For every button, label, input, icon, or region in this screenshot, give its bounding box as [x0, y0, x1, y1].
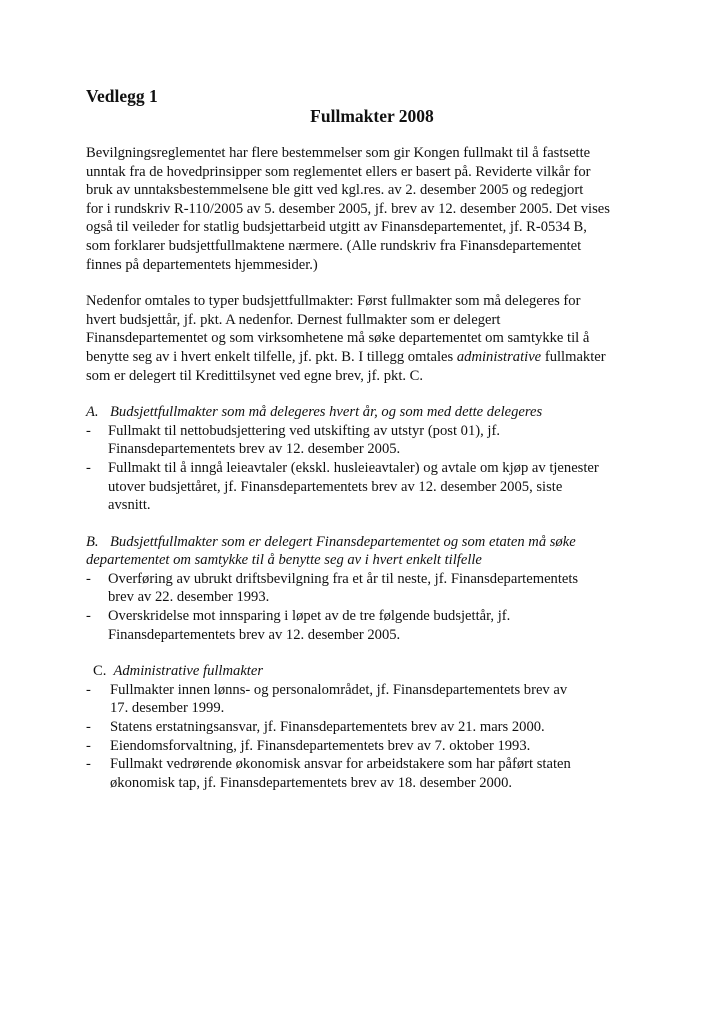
text-line: finnes på departementets hjemmesider.)	[86, 256, 318, 273]
text-line: bruk av unntaksbestemmelsene ble gitt ved kgl.res. av 2. desember 2005 og redegjort	[86, 182, 584, 199]
document-page	[86, 86, 646, 810]
item-line: Finansdepartementets brev av 12. desember 2005.	[108, 441, 401, 458]
text-line: også til veileder for statlig budsjettarbeid utgitt av Finansdepartementet, jf. R-0534 B,	[86, 219, 587, 236]
section-letter: B.	[86, 533, 99, 550]
text-line: hvert budsjettår, jf. pkt. A nedenfor. Dernest fullmakter som er delegert	[86, 311, 501, 328]
text-line: for i rundskriv R-110/2005 av 5. desember 2005, jf. brev av 12. desember 2005. Det vises	[86, 200, 610, 217]
emphasis-text: administrative	[456, 348, 542, 365]
intro-paragraph	[86, 144, 646, 274]
text-segment: benytte seg av i hvert enkelt tilfelle, jf. pkt. B. I tillegg omtales	[86, 348, 454, 365]
list-item	[86, 459, 646, 515]
bullet-dash: -	[86, 756, 91, 773]
section-b-heading-cont: departementet om samtykke til å benytte seg av i hvert enkelt tilfelle	[86, 552, 482, 569]
item-line: Statens erstatningsansvar, jf. Finansdepartementets brev av 21. mars 2000.	[110, 719, 545, 736]
list-item	[86, 681, 646, 718]
list-item	[86, 737, 646, 756]
section-a-heading	[86, 403, 646, 422]
text-line: Nedenfor omtales to typer budsjettfullmakter: Først fullmakter som må delegeres for	[86, 293, 581, 310]
text-line	[86, 348, 646, 367]
section-b-heading	[86, 533, 646, 552]
section-title: Budsjettfullmakter som må delegeres hvert år, og som med dette delegeres	[110, 404, 543, 421]
section-title: Administrative fullmakter	[113, 663, 264, 680]
bullet-dash: -	[86, 570, 91, 587]
item-line: Fullmakter innen lønns- og personalområdet, jf. Finansdepartementets brev av	[110, 681, 568, 698]
item-line: Fullmakt til å inngå leieavtaler (ekskl. husleieavtaler) og avtale om kjøp av tjenester	[108, 459, 599, 476]
section-c-heading	[86, 662, 646, 681]
list-item	[86, 422, 646, 459]
item-line: Overskridelse mot innsparing i løpet av de tre følgende budsjettår, jf.	[108, 608, 511, 625]
text-line: som forklarer budsjettfullmaktene nærmere. (Alle rundskriv fra Finansdepartementet	[86, 237, 582, 254]
item-line: 17. desember 1999.	[110, 700, 225, 717]
item-line: utover budsjettåret, jf. Finansdepartementets brev av 12. desember 2005, siste	[108, 478, 563, 495]
section-c	[86, 662, 646, 792]
text-line: Finansdepartementet og som virksomhetene må søke departementet om samtykke til å	[86, 330, 590, 347]
item-line: avsnitt.	[108, 497, 151, 514]
section-a	[86, 403, 646, 515]
text-line: Bevilgningsreglementet har flere bestemmelser som gir Kongen fullmakt til å fastsette	[86, 145, 591, 161]
item-line: Finansdepartementets brev av 12. desember 2005.	[108, 626, 401, 643]
text-line: som er delegert til Kredittilsynet ved egne brev, jf. pkt. C.	[86, 367, 424, 384]
overview-paragraph	[86, 292, 646, 385]
bullet-dash: -	[86, 608, 91, 625]
section-b	[86, 533, 646, 645]
bullet-dash: -	[86, 681, 91, 698]
list-item	[86, 755, 646, 792]
text-line: unntak fra de hovedprinsipper som reglementet ellers er basert på. Reviderte vilkår for	[86, 163, 591, 180]
bullet-dash: -	[86, 459, 91, 476]
list-item	[86, 607, 646, 644]
text-segment: fullmakter	[544, 348, 606, 365]
document-title: Fullmakter 2008	[310, 106, 434, 126]
section-title: Budsjettfullmakter som er delegert Finansdepartementet og som etaten må søke	[110, 533, 576, 550]
item-line: brev av 22. desember 1993.	[108, 589, 270, 606]
item-line: Eiendomsforvaltning, jf. Finansdepartementets brev av 7. oktober 1993.	[110, 737, 531, 754]
appendix-heading: Vedlegg 1	[86, 86, 158, 106]
list-item	[86, 718, 646, 737]
section-letter: A.	[86, 404, 99, 421]
item-line: økonomisk tap, jf. Finansdepartementets brev av 18. desember 2000.	[110, 774, 513, 791]
section-letter: C.	[93, 663, 107, 680]
item-line: Fullmakt til nettobudsjettering ved utskifting av utstyr (post 01), jf.	[108, 422, 500, 439]
item-line: Overføring av ubrukt driftsbevilgning fra et år til neste, jf. Finansdepartementets	[108, 570, 579, 587]
bullet-dash: -	[86, 719, 91, 736]
bullet-dash: -	[86, 422, 91, 439]
bullet-dash: -	[86, 737, 91, 754]
item-line: Fullmakt vedrørende økonomisk ansvar for arbeidstakere som har påført staten	[110, 756, 571, 773]
list-item	[86, 570, 646, 607]
